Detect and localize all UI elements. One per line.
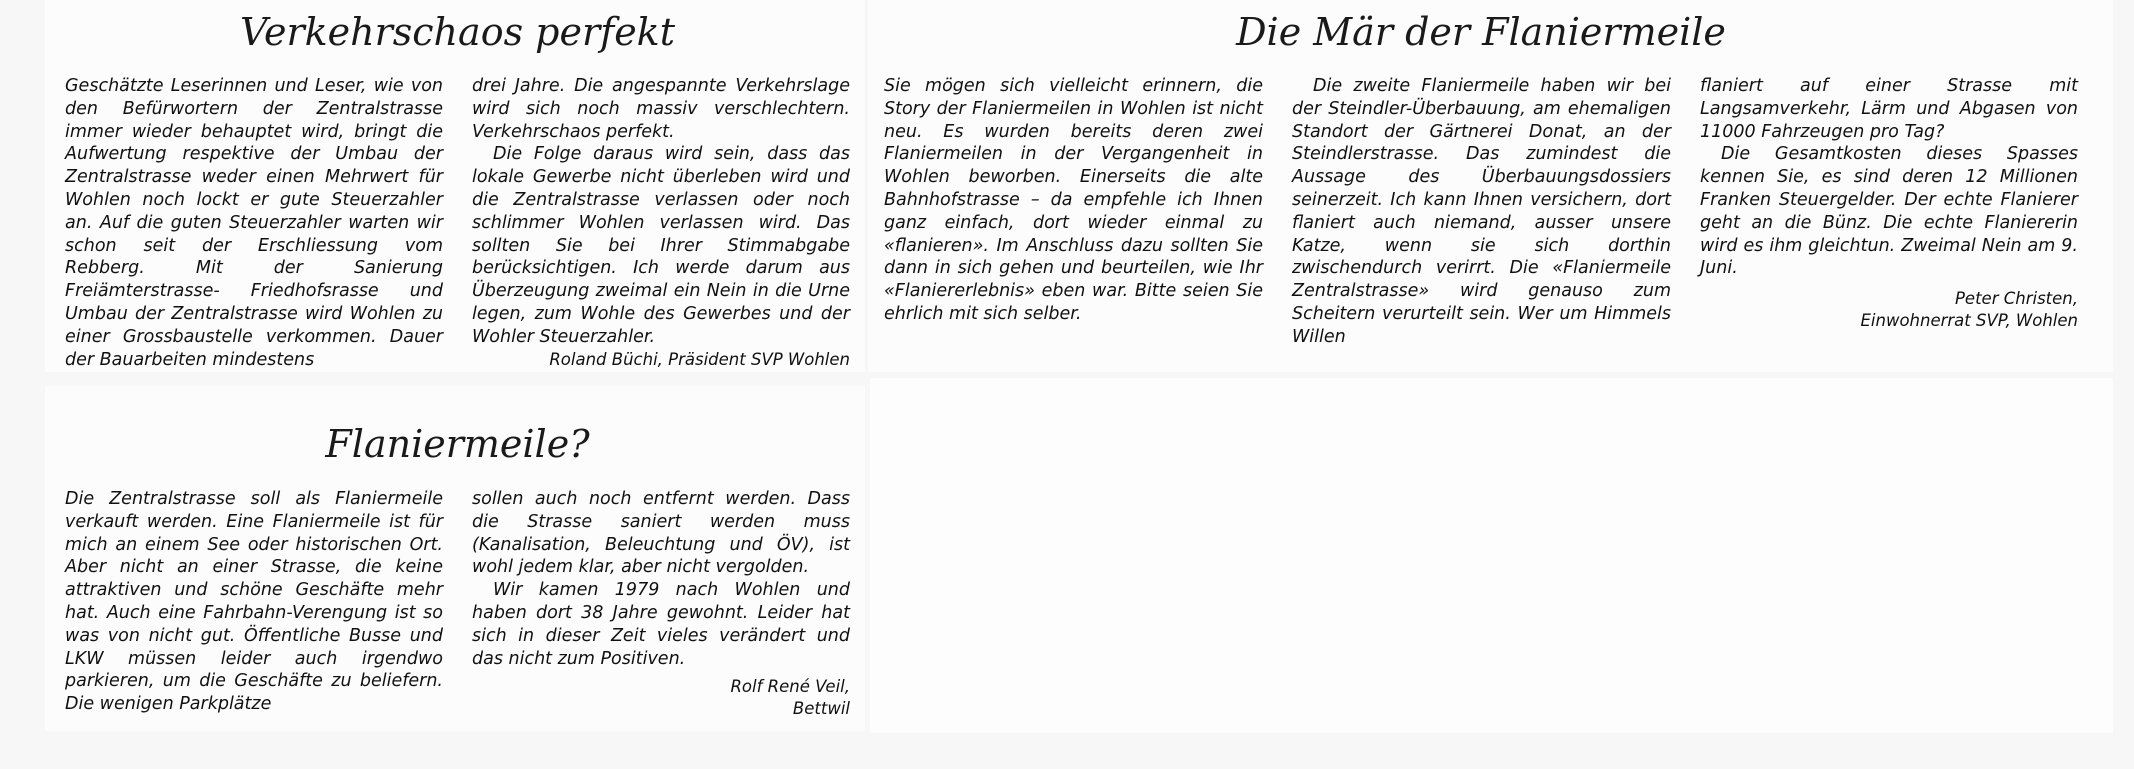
letter-paragraph: flaniert auf einer Strasse mit Langsamverkehr, Lärm und Abgasen von 11000 Fahrzeugen pro Tag? — [1700, 76, 2078, 142]
letter-signature-name: Rolf René Veil, — [730, 677, 850, 697]
letter-column — [472, 488, 850, 720]
letter-paragraph: drei Jahre. Die angespannte Verkehrslage wird sich noch massiv verschlechtern. Verkehrschaos perfekt. — [472, 76, 850, 142]
letter-paragraph: Wir kamen 1979 nach Wohlen und haben dort 38 Jahre gewohnt. Leider hat sich in dieser Zeit vieles verändert und das nicht zum Positiven. — [472, 580, 850, 669]
letter-paragraph: Die Gesamtkosten dieses Spasses kennen Sie, es sind deren 12 Millionen Franken Steuergelder. Der echte Flanierer geht an die Bünz. Die echte Flaniererin wird es ihm gleichtun. Zweimal Nein am 9. Juni. — [1700, 144, 2078, 279]
letter-paragraph: Sie mögen sich vielleicht erinnern, die Story der Flaniermeilen in Wohlen ist nicht neu. Es wurden bereits deren zwei Flaniermeilen in der Vergangenheit in Wohlen beworben. Einerseits die alte Bahnhofstrasse – da empfehle ich Ihnen ganz einfach, dort wieder einmal zu «flanieren». Im Anschluss dazu sollten Sie dann in sich gehen und beurteilen, wie Ihr «Flaniererlebnis» eben war. Bitte seien Sie ehrlich mit sich selber. — [884, 76, 1263, 324]
letter-paragraph: Die Folge daraus wird sein, dass das lokale Gewerbe nicht überleben wird und die Zentralstrasse verlassen oder noch schlimmer Wohlen verlassen wird. Das sollten Sie bei Ihrer Stimmabgabe berücksichtigen. Ich werde darum aus Überzeugung zweimal ein Nein in die Urne legen, zum Wohle des Gewerbes und der Wohler Steuerzahler. — [472, 144, 850, 347]
letter-paragraph: Die Zentralstrasse soll als Flaniermeile verkauft werden. Eine Flaniermeile ist für mich an einem See oder historischen Ort. Aber nicht an einer Strasse, die keine attraktiven und schöne Geschäfte mehr hat. Auch eine Fahrbahn-Verengung ist so was von nicht gut. Öffentliche Busse und LKW müssen leider auch irgendwo parkieren, um die Geschäfte zu beliefern. Die wenigen Parkplätze — [65, 489, 443, 715]
letter-paragraph: Die zweite Flaniermeile haben wir bei der Steindler-Überbauung, am ehemaligen Standort der Gärtnerei Donat, an der Steindlerstrasse. Das zumindest die Aussage des Überbauungsdossiers seinerzeit. Ich kann Ihnen versichern, dort flaniert auch niemand, ausser unsere Katze, wenn sie sich dorthin zwischendurch verirrt. Die «Flaniermeile Zentralstrasse» wird genauso zum Scheitern verurteilt sein. Wer um Himmels Willen — [1292, 76, 1671, 347]
letter-signature-role: Einwohnerrat SVP, Wohlen — [1860, 311, 2078, 331]
letter-title: Verkehrschaos perfekt — [240, 10, 675, 54]
letter-title: Die Mär der Flaniermeile — [1236, 10, 1726, 54]
letter-column — [472, 75, 850, 371]
letter-title: Flaniermeile? — [325, 422, 590, 466]
letter-paragraph: Geschätzte Leserinnen und Leser, wie von den Befürwortern der Zentralstrasse immer wieder behauptet wird, bringt die Aufwertung respektive der Umbau der Zentralstrasse weder einen Mehrwert für Wohlen noch lockt er gute Steuerzahler an. Auf die guten Steuerzahler warten wir schon seit der Erschliessung vom Rebberg. Mit der Sanierung Freiämterstrasse- Friedhofsrasse und Umbau der Zentralstrasse wird Wohlen zu einer Grossbaustelle verkommen. Dauer der Bauarbeiten mindestens — [65, 76, 443, 370]
letter-paragraph: sollen auch noch entfernt werden. Dass die Strasse saniert werden muss (Kanalisation, Beleuchtung und ÖV), ist wohl jedem klar, aber nicht vergolden. — [472, 489, 850, 578]
letter-column — [1700, 75, 2078, 332]
letter-signature: Roland Büchi, Präsident SVP Wohlen — [549, 349, 850, 369]
letter-column — [884, 75, 1263, 326]
blank-panel — [870, 378, 2113, 733]
letter-signature-name: Peter Christen, — [1954, 289, 2078, 309]
letter-column — [65, 488, 443, 716]
letter-signature-place: Bettwil — [792, 699, 850, 719]
letter-column — [65, 75, 443, 371]
letter-column — [1292, 75, 1671, 349]
